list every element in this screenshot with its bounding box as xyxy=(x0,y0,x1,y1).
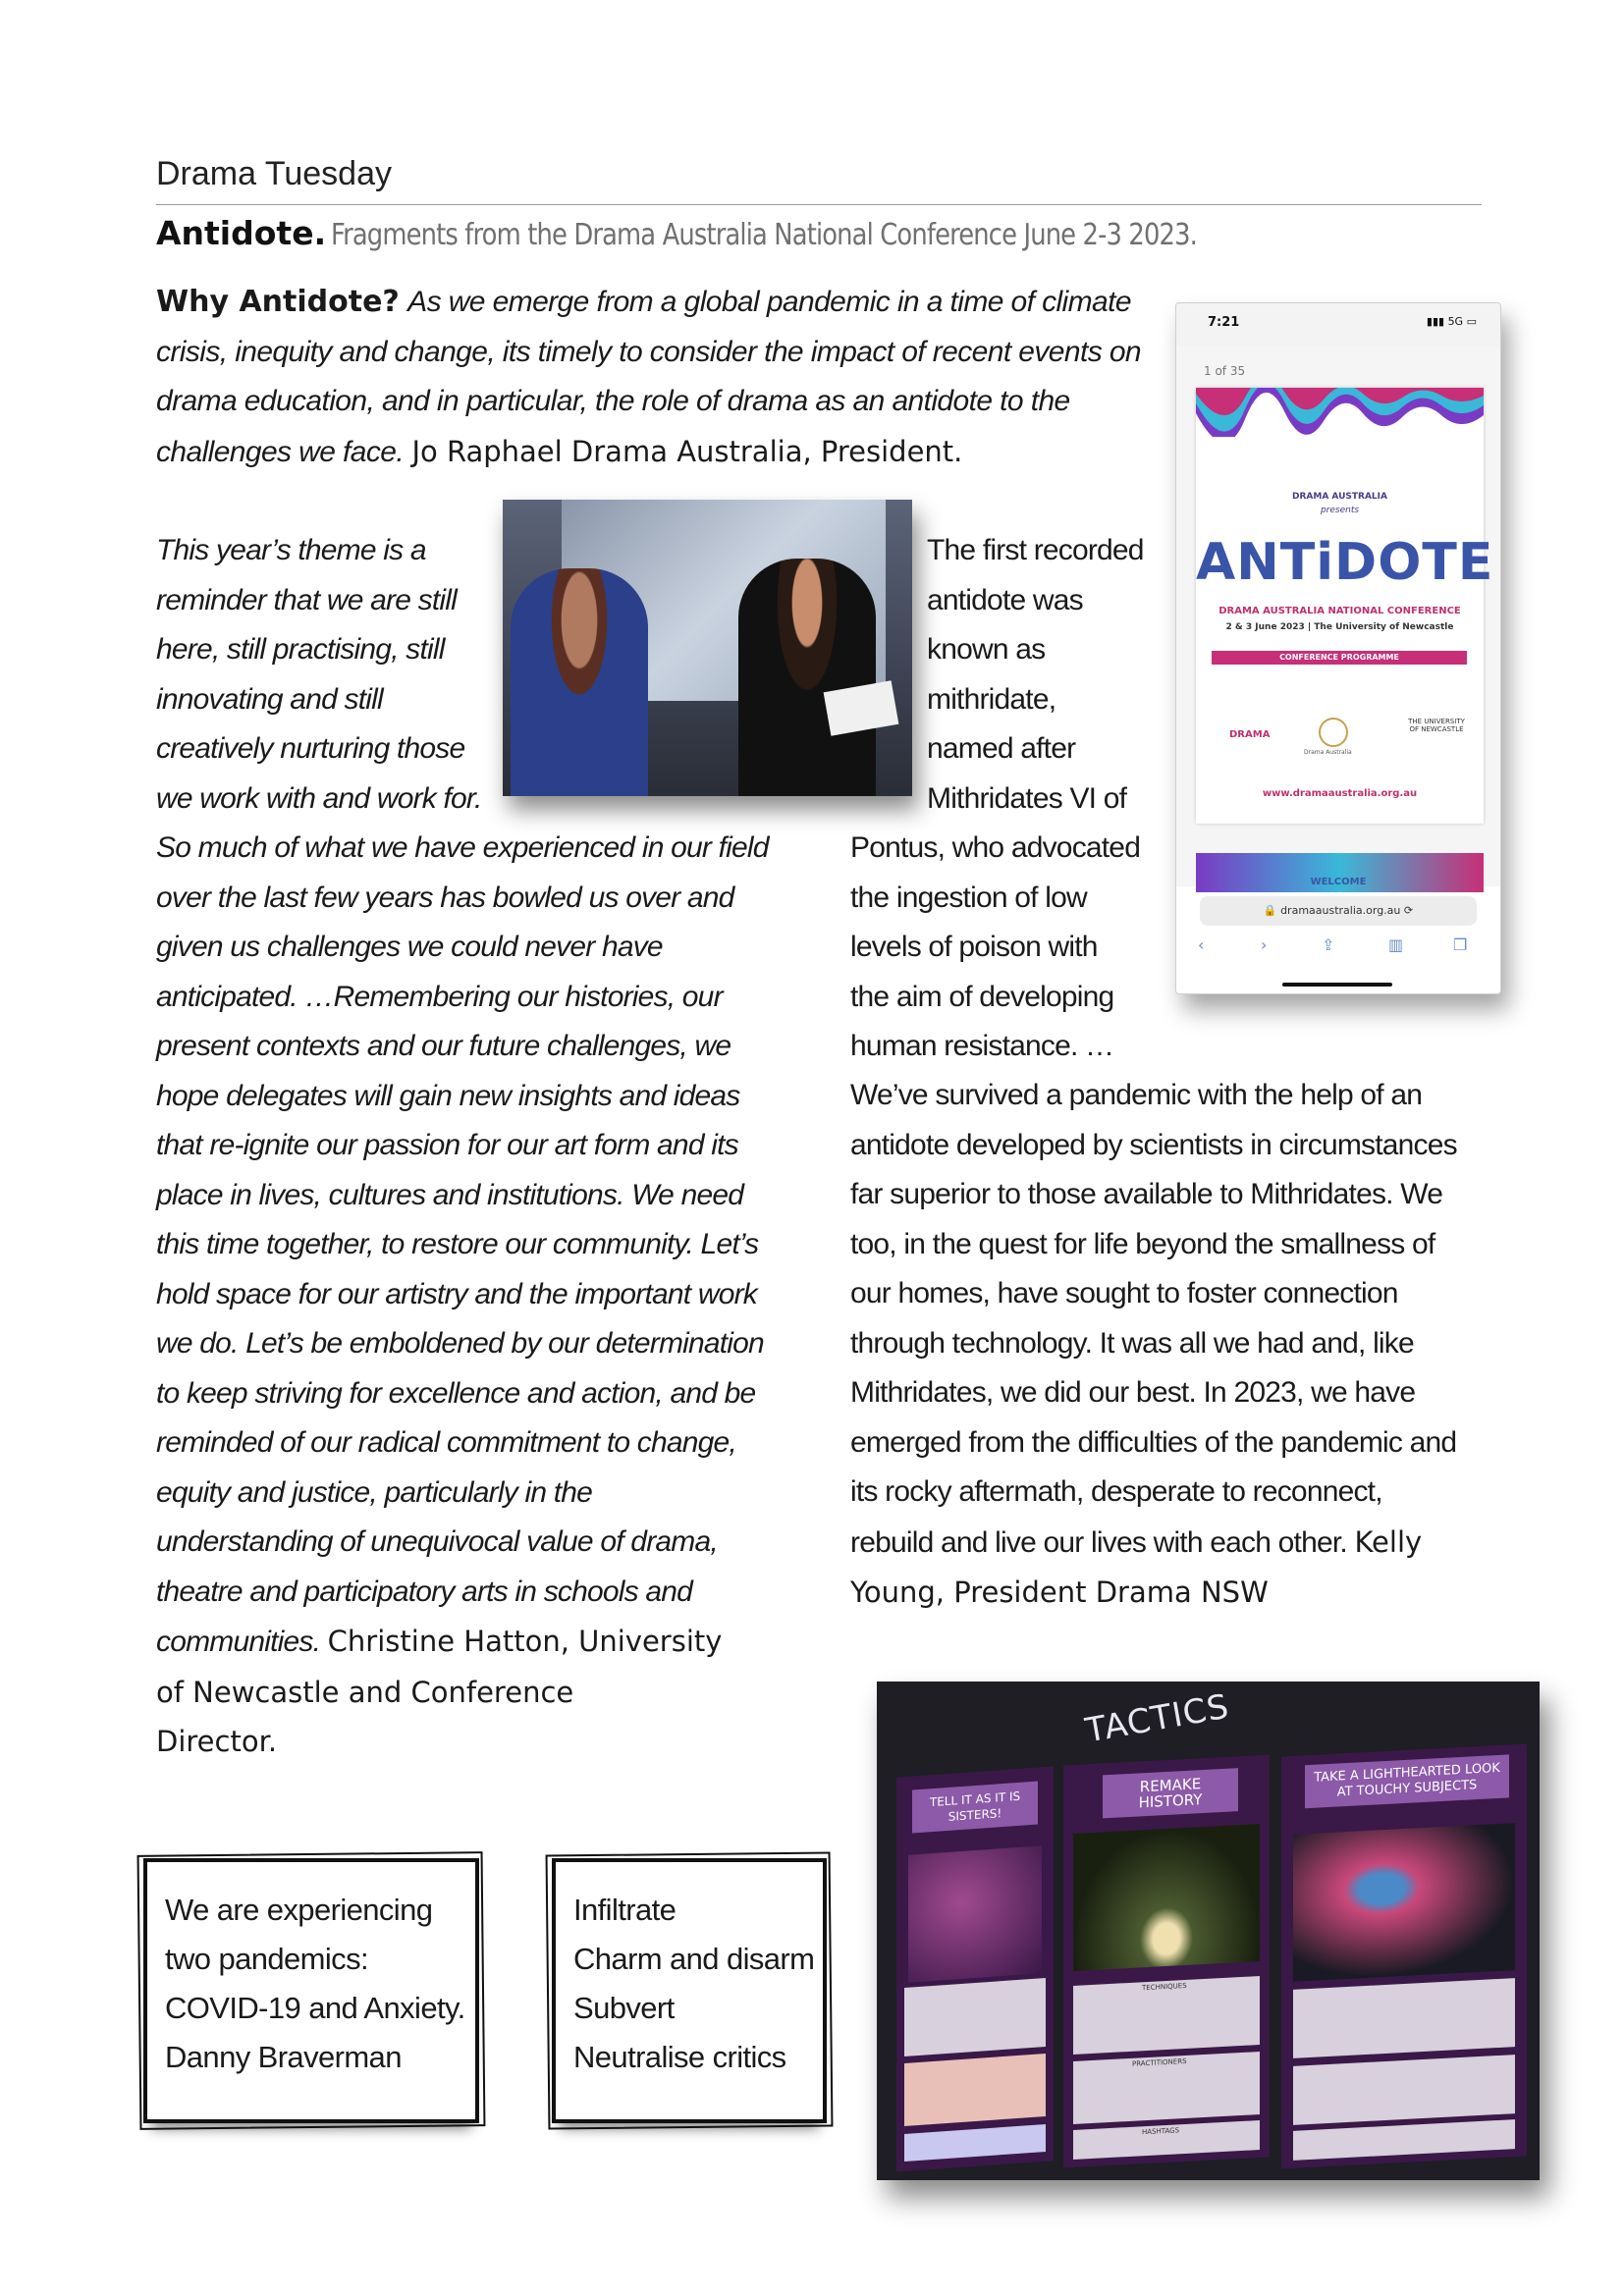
text-line: understanding of unequivocal value of drama, xyxy=(156,1525,718,1558)
phone-signal xyxy=(1427,315,1477,328)
left-attribution: Christine Hatton, University xyxy=(327,1625,723,1658)
left-attribution: Director. xyxy=(156,1725,278,1758)
home-indicator xyxy=(1282,983,1392,987)
text-line: over the last few years has bowled us over and xyxy=(156,881,734,914)
conference-title: DRAMA AUSTRALIA NATIONAL CONFERENCE xyxy=(1218,606,1461,616)
tactic-techniques xyxy=(1073,1976,1260,2055)
left-attribution: of Newcastle and Conference xyxy=(156,1675,574,1709)
text-line: So much of what we have experienced in our field xyxy=(156,831,769,864)
intro-line xyxy=(156,278,1158,328)
tactic-banner: TELL IT AS IT IS SISTERS! xyxy=(912,1782,1038,1834)
text-line: this time together, to restore our community. Let’s xyxy=(156,1228,759,1260)
text-line: here, still practising, still xyxy=(156,633,445,666)
newcastle-logo: THE UNIVERSITY OF NEWCASTLE xyxy=(1408,718,1465,733)
text-line: innovating and still xyxy=(156,682,383,716)
tactic-hashtags xyxy=(904,2124,1046,2162)
text-line: too, in the quest for life beyond the smallness of xyxy=(850,1227,1435,1260)
techniques-label: TECHNIQUES xyxy=(1142,1981,1187,1993)
quote-line: Subvert xyxy=(573,1991,675,2025)
tabs-icon[interactable]: ❐ xyxy=(1453,935,1468,954)
battery-icon: ▭ xyxy=(1466,315,1477,328)
tactic-practitioners xyxy=(904,2054,1046,2126)
intro-line: crisis, inequity and change, its timely to consider the impact of recent events on xyxy=(156,335,1141,368)
tactic-banner: REMAKE HISTORY xyxy=(1103,1768,1238,1818)
text-line: reminded of our radical commitment to change, xyxy=(156,1426,736,1459)
article-title xyxy=(156,214,1491,252)
title-bold: Antidote. xyxy=(156,214,327,252)
text-line: Mithridates, we did our best. In 2023, we have xyxy=(850,1376,1416,1409)
text-line: given us challenges we could never have xyxy=(156,931,663,963)
text-line: the aim of developing xyxy=(850,980,1114,1013)
text-line: equity and justice, particularly in the xyxy=(156,1475,593,1509)
browser-toolbar xyxy=(1176,932,1500,961)
text-line: the ingestion of low xyxy=(850,881,1087,914)
presenter-left xyxy=(511,568,648,796)
text-line: This year’s theme is a xyxy=(156,534,426,566)
tactic-practitioners xyxy=(1073,2052,1260,2124)
intro-line: drama education, and in particular, the role of drama as an antidote to the xyxy=(156,385,1070,417)
signal-label: 5G xyxy=(1447,315,1464,328)
text-line: named after xyxy=(927,732,1076,765)
text-line: antidote was xyxy=(927,583,1083,616)
text-line: We’ve survived a pandemic with the help of an xyxy=(850,1079,1423,1111)
partner-logos xyxy=(1196,710,1484,759)
tactic-practitioners xyxy=(1293,2055,1515,2125)
welcome-label: WELCOME xyxy=(1310,877,1367,887)
text-line: Pontus, who advocated xyxy=(850,831,1141,864)
quote-text xyxy=(165,1886,465,2082)
text-line: emerged from the difficulties of the pandemic and xyxy=(850,1425,1457,1459)
text-line: place in lives, cultures and institutions. We need xyxy=(156,1178,744,1211)
text-line: to keep striving for excellence and action, and be xyxy=(156,1376,756,1410)
section-header: Drama Tuesday xyxy=(156,155,392,192)
phone-status-bar xyxy=(1176,303,1500,347)
share-icon[interactable]: ⇪ xyxy=(1322,935,1335,954)
text-line: reminder that we are still xyxy=(156,583,457,616)
text-line: present contexts and our future challenges, we xyxy=(156,1030,731,1062)
quote-text xyxy=(573,1886,814,2082)
drama-australia-logo-label: Drama Australia xyxy=(1304,749,1352,756)
url-text: dramaaustralia.org.au xyxy=(1280,904,1401,917)
phone-time: 7:21 xyxy=(1208,315,1240,330)
tactic-panel xyxy=(896,1766,1054,2171)
quote-line: COVID-19 and Anxiety. xyxy=(165,1991,465,2025)
presents-label: presents xyxy=(1320,506,1360,515)
quote-box-tactics xyxy=(552,1858,827,2123)
text-line-italic: communities. xyxy=(156,1626,321,1658)
wave-decoration-icon xyxy=(1196,388,1484,437)
intro-line xyxy=(156,427,1158,478)
text-line-text: rebuild and live our lives with each other. xyxy=(850,1525,1347,1559)
right-column-narrow xyxy=(927,526,1163,824)
quote-line: We are experiencing xyxy=(165,1893,433,1927)
drama-logo: DRAMA xyxy=(1229,729,1271,740)
text-line: hold space for our artistry and the important work xyxy=(156,1277,757,1310)
text-line: levels of poison with xyxy=(850,931,1098,963)
tactic-hashtags xyxy=(1293,2119,1515,2161)
quote-line: Infiltrate xyxy=(573,1893,677,1927)
text-line: its rocky aftermath, desperate to reconnect, xyxy=(850,1475,1382,1508)
text-line: known as xyxy=(927,633,1046,666)
left-column-body xyxy=(156,824,834,1767)
bookmarks-icon[interactable]: ▥ xyxy=(1388,935,1404,954)
intro-paragraph xyxy=(156,278,1158,477)
right-attribution: Kelly xyxy=(1354,1524,1423,1559)
text-line: mithridate, xyxy=(927,682,1056,716)
tactics-photo xyxy=(877,1682,1540,2180)
tactic-image xyxy=(1073,1824,1260,1971)
text-line: theatre and participatory arts in schools and xyxy=(156,1575,692,1608)
quote-line: Charm and disarm xyxy=(573,1942,815,1976)
quote-line: Danny Braverman xyxy=(165,2040,402,2074)
tactic-hashtags xyxy=(1073,2120,1260,2160)
page-counter: 1 of 35 xyxy=(1204,364,1246,378)
tactic-banner: TAKE A LIGHTHEARTED LOOK AT TOUCHY SUBJECTS xyxy=(1305,1754,1509,1808)
intro-attribution: Jo Raphael Drama Australia, President. xyxy=(411,434,963,468)
text-line: Mithridates VI of xyxy=(927,781,1127,815)
header-divider xyxy=(156,204,1482,205)
browser-url-bar[interactable] xyxy=(1200,896,1477,926)
programme-banner: CONFERENCE PROGRAMME xyxy=(1212,651,1467,665)
hashtags-label: HASHTAGS xyxy=(1142,2126,1180,2137)
right-column-body xyxy=(850,1071,1498,1618)
text-line: we do. Let’s be emboldened by our determination xyxy=(156,1327,764,1360)
text-line: antidote developed by scientists in circumstances xyxy=(850,1128,1457,1161)
quote-line: two pandemics: xyxy=(165,1942,368,1976)
back-icon[interactable]: ‹ xyxy=(1198,935,1205,954)
text-line: The first recorded xyxy=(927,534,1144,566)
quote-line: Neutralise critics xyxy=(573,2040,786,2074)
text-line: human resistance. … xyxy=(850,1030,1114,1062)
practitioners-label: PRACTITIONERS xyxy=(1132,2056,1187,2068)
text-line xyxy=(156,1617,834,1668)
website-link: www.dramaaustralia.org.au xyxy=(1262,788,1418,799)
tactic-panel xyxy=(1281,1743,1527,2168)
right-attribution: Young, President Drama NSW xyxy=(850,1575,1269,1609)
text-line: that re-ignite our passion for our art form and its xyxy=(156,1129,738,1161)
presenter-right xyxy=(738,559,876,796)
phone-screenshot xyxy=(1175,302,1501,994)
antidote-logo: ANTiDOTE xyxy=(1196,533,1494,592)
text-line: our homes, have sought to foster connection xyxy=(850,1277,1398,1309)
drama-australia-logo-icon xyxy=(1319,718,1348,747)
tactic-techniques xyxy=(1293,1978,1515,2058)
reload-icon[interactable]: ⟳ xyxy=(1403,904,1414,917)
tactic-panel xyxy=(1063,1754,1270,2167)
title-subtitle: Fragments from the Drama Australia National Conference June 2-3 2023. xyxy=(330,218,1197,252)
text-line: through technology. It was all we had and, like xyxy=(850,1326,1414,1360)
tactic-image xyxy=(908,1845,1042,1983)
signal-bars-icon: ▮▮▮ xyxy=(1426,315,1448,328)
lock-icon: 🔒 xyxy=(1263,904,1277,917)
pdf-viewer[interactable] xyxy=(1176,347,1500,886)
intro-line-text: As we emerge from a global pandemic in a time of climate xyxy=(407,286,1131,318)
quote-box-pandemics xyxy=(143,1858,479,2123)
tactic-image xyxy=(1293,1823,1515,1982)
text-line: hope delegates will gain new insights and ideas xyxy=(156,1079,740,1112)
tactics-title: TACTICS xyxy=(1082,1686,1233,1751)
presenters-photo xyxy=(503,500,912,796)
conference-date: 2 & 3 June 2023 | The University of Newcastle xyxy=(1225,622,1454,632)
text-line: we work with and work for. xyxy=(156,781,482,815)
tactic-techniques xyxy=(904,1978,1046,2056)
text-line xyxy=(850,1518,1498,1569)
forward-icon[interactable]: › xyxy=(1261,935,1268,954)
intro-line-text: challenges we face. xyxy=(156,435,405,468)
text-line: anticipated. …Remembering our histories, our xyxy=(156,980,723,1013)
text-line: creatively nurturing those xyxy=(156,732,465,765)
right-column-mid xyxy=(850,824,1164,1072)
org-name: DRAMA AUSTRALIA xyxy=(1292,492,1387,502)
text-line: far superior to those available to Mithridates. We xyxy=(850,1178,1443,1210)
programme-cover xyxy=(1196,388,1494,824)
left-column-wrapped xyxy=(156,526,490,824)
intro-lead: Why Antidote? xyxy=(156,285,400,319)
